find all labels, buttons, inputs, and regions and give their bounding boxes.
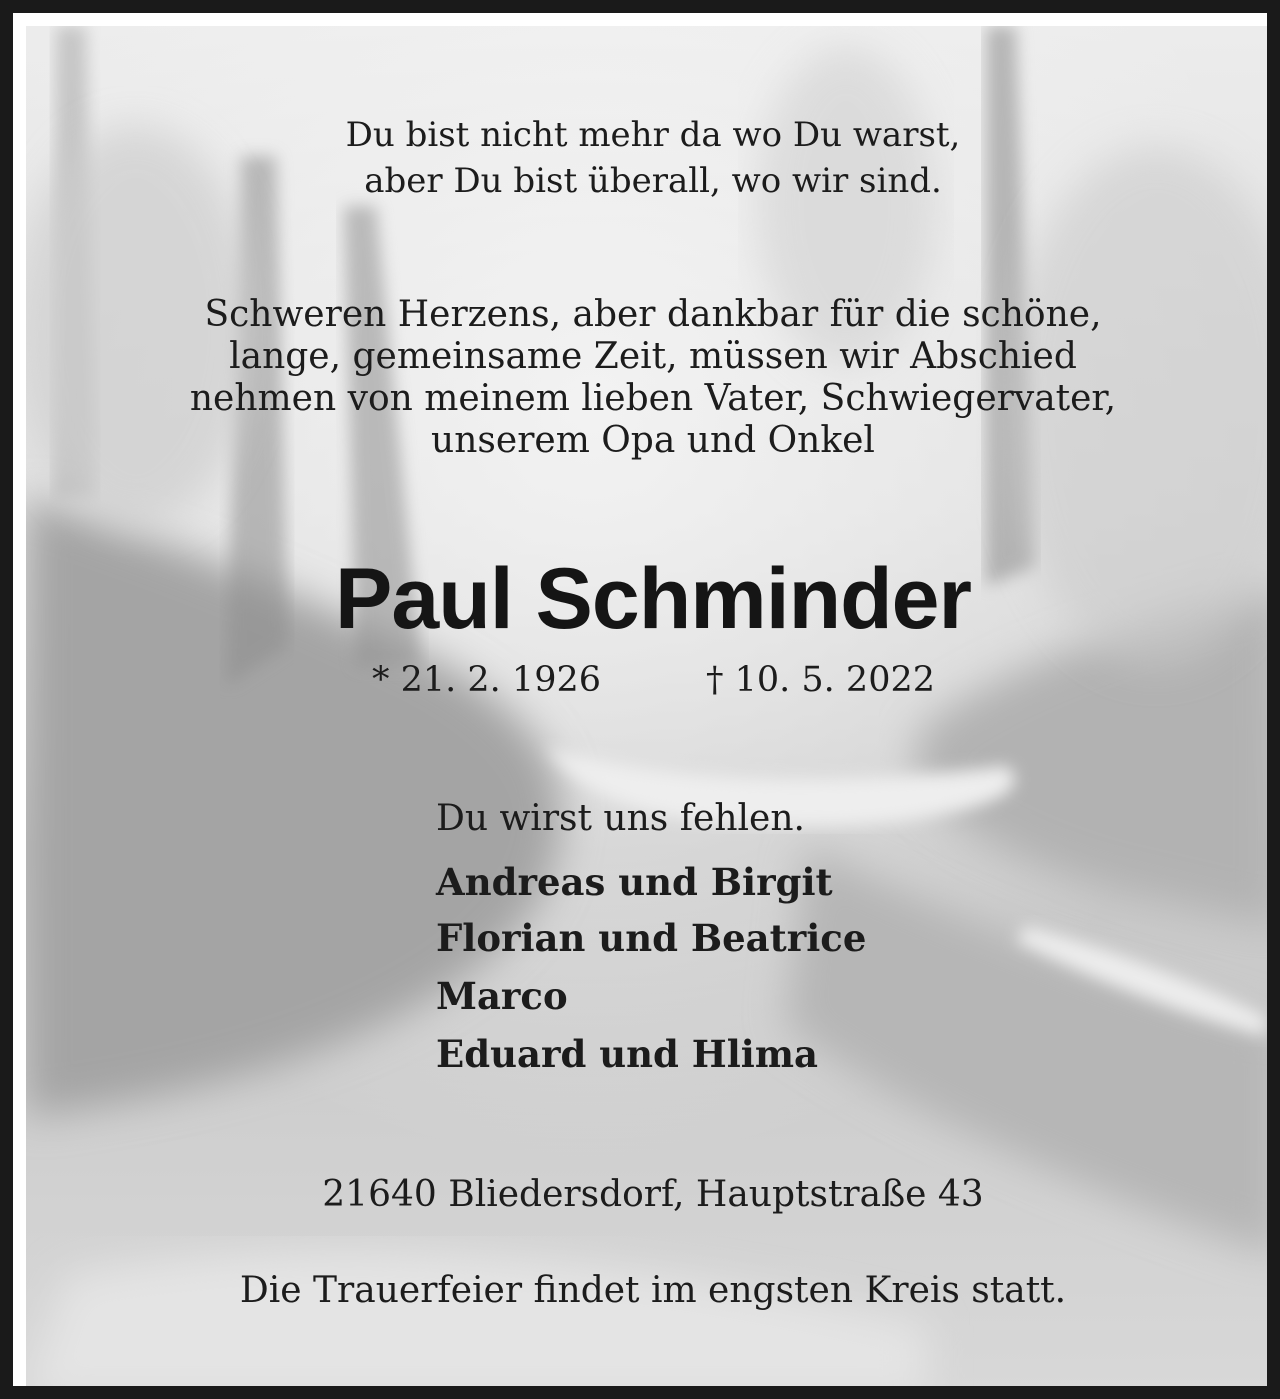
farewell-line: Du wirst uns fehlen. — [436, 798, 805, 839]
mourner-name: Marco — [436, 974, 568, 1018]
deceased-name: Paul Schminder — [335, 551, 971, 647]
intro-line-3: nehmen von meinem lieben Vater, Schwiegervater, — [189, 378, 1117, 419]
quote-line-1: Du bist nicht mehr da wo Du warst, — [345, 115, 961, 155]
mourner-name: Andreas und Birgit — [436, 860, 833, 904]
intro-line-4: unserem Opa und Onkel — [431, 420, 875, 461]
birth-date: * 21. 2. 1926 — [372, 660, 602, 700]
intro-line-2: lange, gemeinsame Zeit, müssen wir Abschied — [229, 336, 1077, 377]
mourner-name: Florian und Beatrice — [436, 916, 867, 960]
death-date: † 10. 5. 2022 — [706, 660, 936, 700]
quote-line-2: aber Du bist überall, wo wir sind. — [364, 161, 942, 201]
intro-line-1: Schweren Herzens, aber dankbar für die schöne, — [204, 294, 1102, 335]
mourner-name: Eduard und Hlima — [436, 1032, 818, 1076]
notice-content — [26, 26, 1280, 1399]
service-note: Die Trauerfeier findet im engsten Kreis statt. — [239, 1270, 1067, 1311]
address-line: 21640 Bliedersdorf, Hauptstraße 43 — [322, 1174, 984, 1215]
